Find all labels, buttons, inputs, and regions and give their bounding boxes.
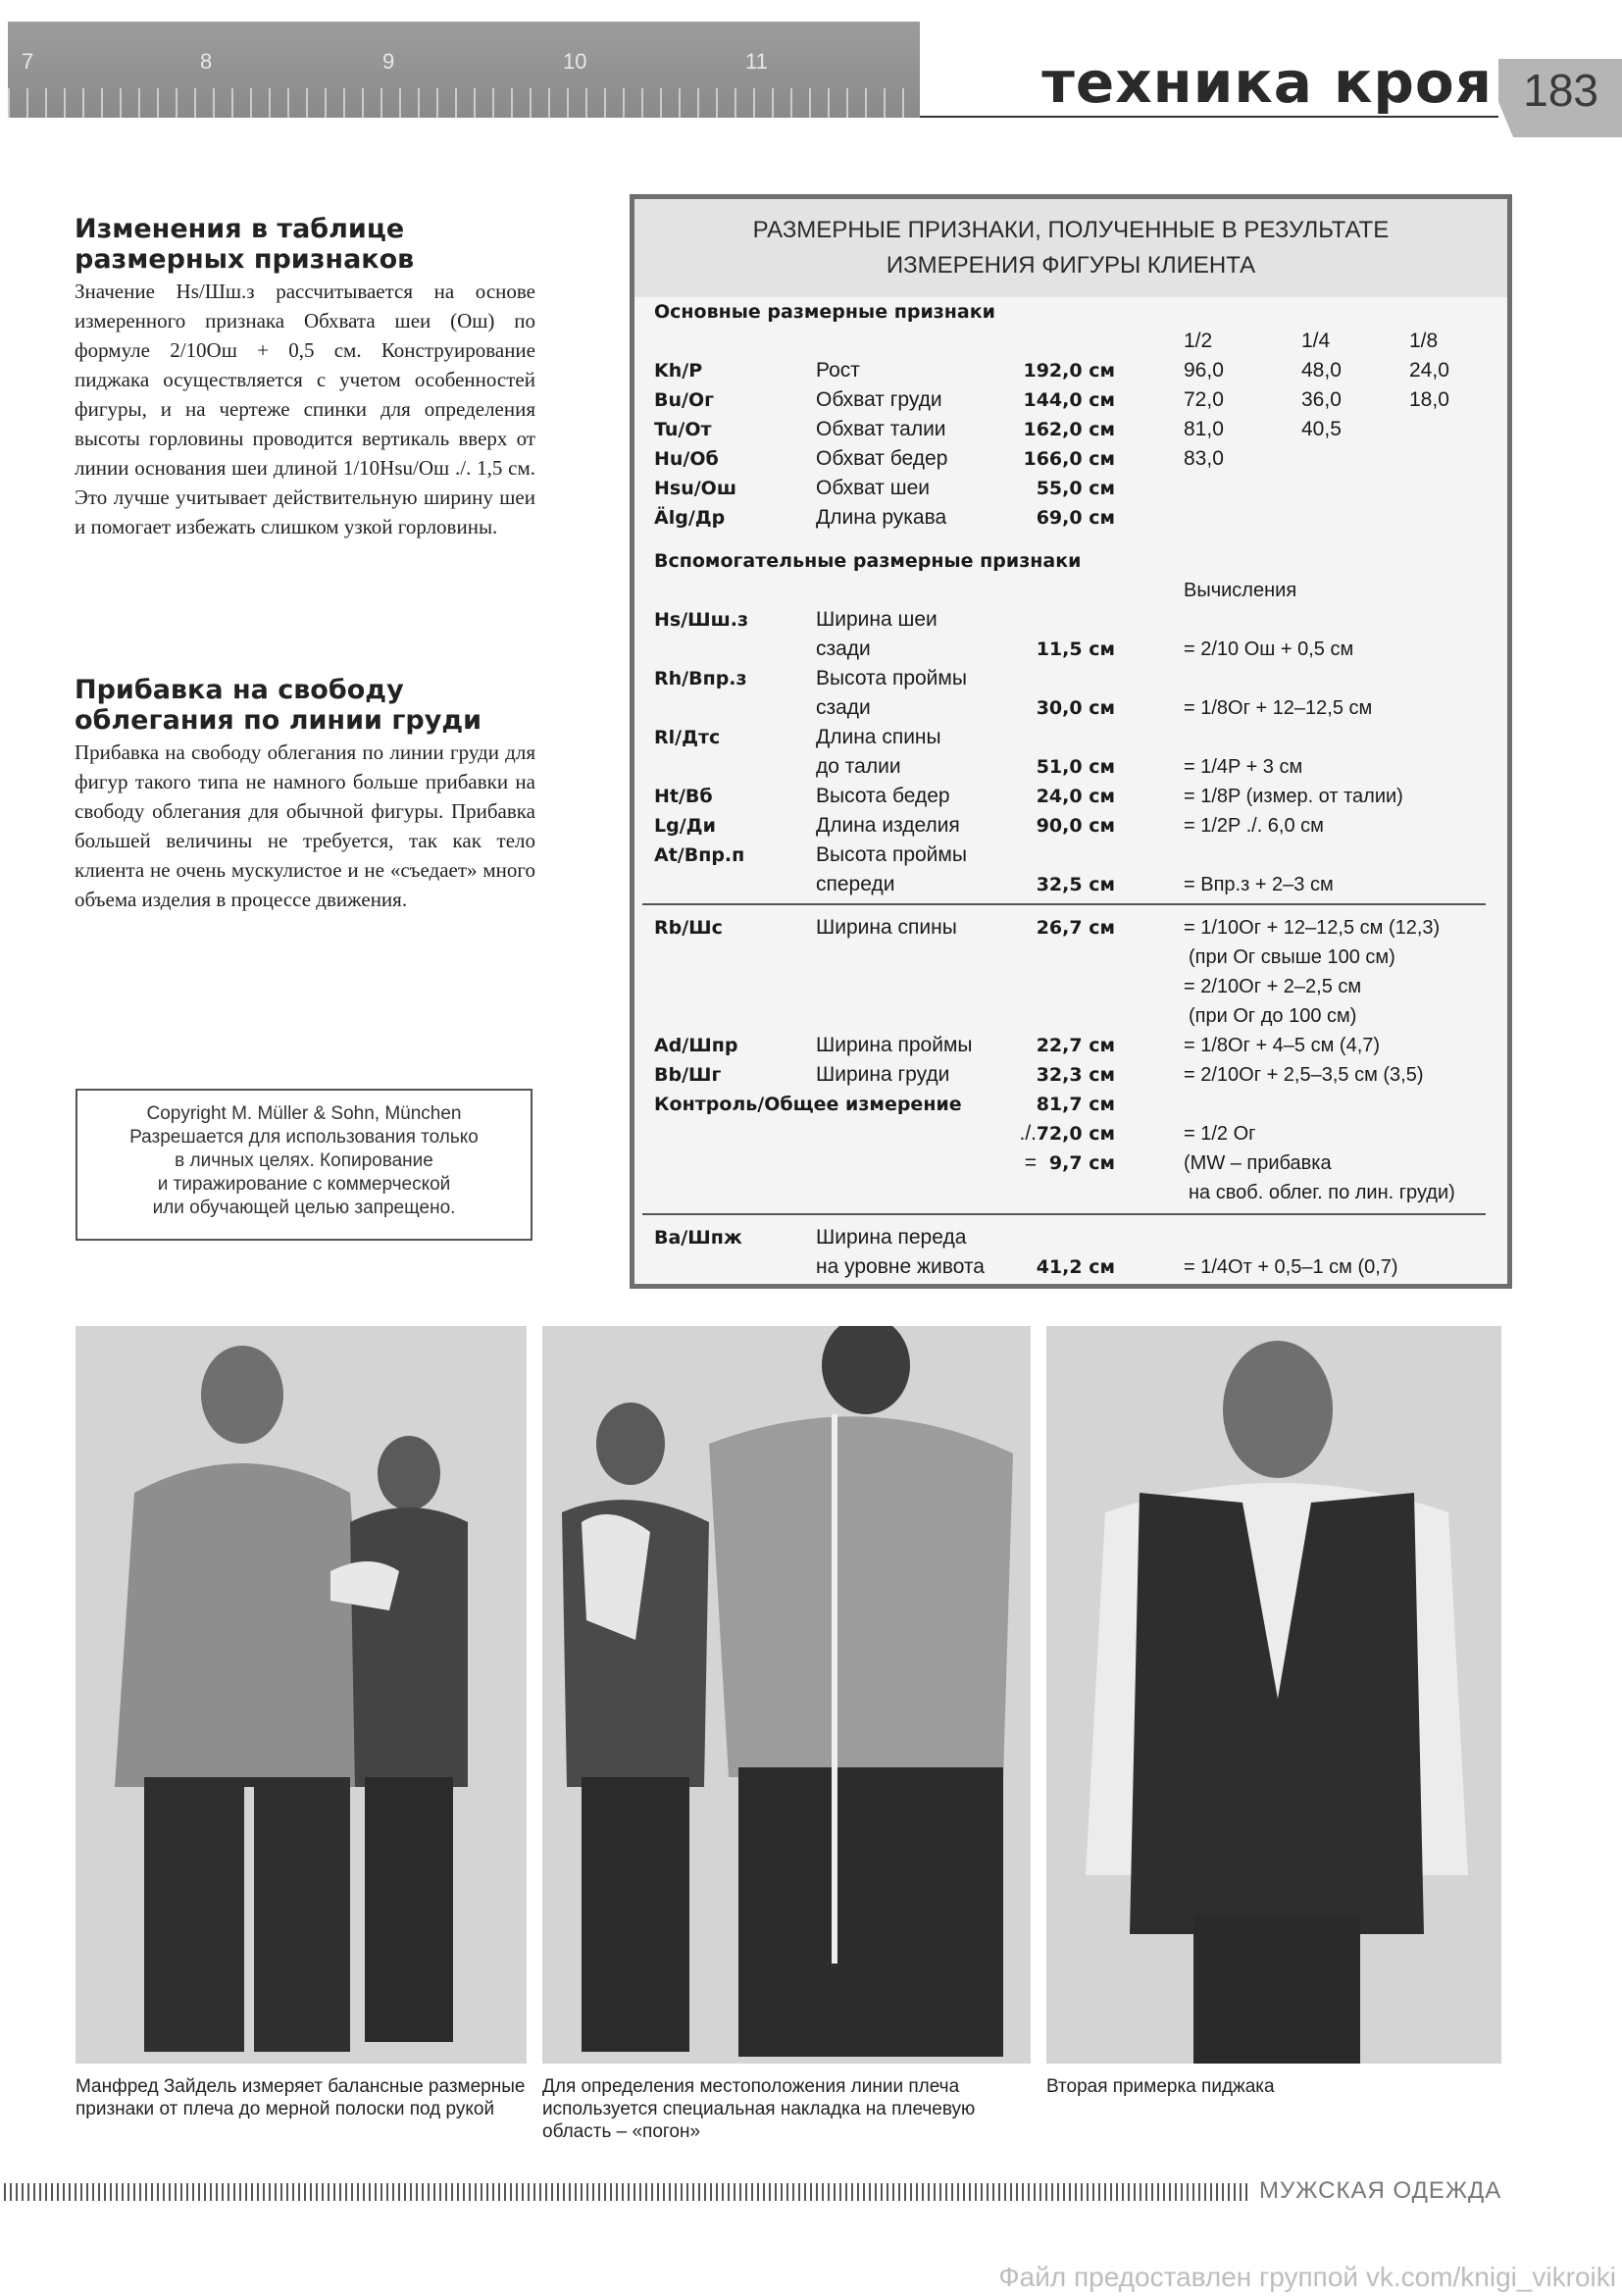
table-row: сзади 30,0 см = 1/8Ог + 12–12,5 см: [816, 696, 1373, 719]
ruler-number: 10: [563, 49, 587, 74]
photo-measuring-back: [542, 1326, 1031, 2064]
source-credit: Файл предоставлен группой vk.com/knigi_vikroiki: [998, 2262, 1616, 2292]
table-row: Rb/Шс Ширина спины 26,7 см = 1/10Ог + 12–12,5 см (12,3): [654, 916, 1441, 939]
footer-stripe: [4, 2183, 1249, 2201]
section-heading: Изменения в таблице размерных признаков: [75, 214, 415, 275]
table-row: Tu/От Обхват талии 162,0 см 81,0 40,5: [654, 418, 1342, 440]
table-row: Bu/Ог Обхват груди 144,0 см 72,0 36,0 18,0: [654, 388, 1449, 411]
table-row: Hu/Об Обхват бедер 166,0 см 83,0: [654, 447, 1224, 470]
table-row: = 9,7 см (MW – прибавка: [1024, 1151, 1332, 1174]
table-row: At/Впр.п Высота проймы: [654, 843, 967, 866]
table-divider: [642, 903, 1486, 905]
photo-caption: Манфред Зайдель измеряет балансные размерные признаки от плеча до мерной полоски под рукой: [76, 2076, 526, 2119]
table-row: Ad/Шпр Ширина проймы 22,7 см = 1/8Ог + 4–5 см (4,7): [654, 1034, 1381, 1056]
footer-section-label: МУЖСКАЯ ОДЕЖДА: [1259, 2177, 1502, 2204]
table-title: РАЗМЕРНЫЕ ПРИЗНАКИ, ПОЛУЧЕННЫЕ В РЕЗУЛЬТАТЕ ИЗМЕРЕНИЯ ФИГУРЫ КЛИЕНТА: [634, 199, 1507, 297]
section-title: техника кроя: [1041, 49, 1493, 116]
section-paragraph: Прибавка на свободу облегания по линии груди для фигур такого типа не намного больше прибавки на свободу облегания для обычной фигуры. Прибавка большей величины не требуется, так как тело клиента не очень мускулистое и не «съедает» много объема изделия в процессе движения.: [75, 740, 535, 911]
table-row: Hsu/Ош Обхват шеи 55,0 см: [654, 477, 1115, 499]
ruler-number: 8: [200, 49, 213, 74]
photo-measuring-front: [76, 1326, 527, 2064]
photo-second-fitting: [1046, 1326, 1501, 2064]
table-row: сзади 11,5 см = 2/10 Ош + 0,5 см: [816, 638, 1354, 660]
table-row: Ba/Шпж Ширина переда: [654, 1226, 967, 1249]
photo-caption: Вторая примерка пиджака: [1046, 2076, 1275, 2097]
copyright-notice: Copyright M. Müller & Sohn, München Разрешается для использования только в личных целях. Копирование и тиражирование с коммерческой или обучающей целью запрещено.: [76, 1089, 532, 1241]
aux-measurements-heading: Вспомогательные размерные признаки: [654, 550, 1082, 572]
table-divider: [642, 1213, 1486, 1215]
col-header-eighth: 1/8: [1409, 330, 1439, 352]
calc-heading: Вычисления: [1184, 580, 1297, 601]
section-size-table-changes: [75, 214, 535, 541]
ruler-number: 11: [745, 49, 768, 74]
page-number: 183: [1523, 65, 1598, 116]
photo-caption: Для определения местоположения линии плеча используется специальная накладка на плечевую область – «погон»: [542, 2076, 976, 2142]
header-rule: [920, 116, 1498, 118]
table-row: Bb/Шг Ширина груди 32,3 см = 2/10Ог + 2,5–3,5 см (3,5): [654, 1063, 1424, 1086]
table-row: Rl/Дтс Длина спины: [654, 726, 941, 748]
section-heading: Прибавка на свободу облегания по линии груди: [75, 675, 482, 736]
table-row: Älg/Др Длина рукава 69,0 см: [654, 506, 1115, 529]
ruler-number: 9: [382, 49, 395, 74]
main-measurements-heading: Основные размерные признаки: [654, 301, 995, 323]
table-row: на уровне живота 41,2 см = 1/4От + 0,5–1 см (0,7): [816, 1255, 1398, 1278]
table-row: Rh/Впр.з Высота проймы: [654, 667, 967, 689]
ruler-number: 7: [22, 49, 34, 74]
table-row: спереди 32,5 см = Впр.з + 2–3 см: [816, 873, 1334, 895]
table-row: до талии 51,0 см = 1/4P + 3 см: [816, 755, 1303, 778]
table-row: Lg/Ди Длина изделия 90,0 см = 1/2P ./. 6,0 см: [654, 814, 1324, 837]
section-chest-ease: [75, 675, 535, 914]
table-row: Hs/Шш.з Ширина шеи: [654, 608, 938, 631]
table-row: Ht/Вб Высота бедер 24,0 см = 1/8P (измер. от талии): [654, 785, 1403, 807]
table-row: ./. 72,0 см = 1/2 Ог: [1019, 1122, 1256, 1145]
section-paragraph: Значение Hs/Шш.з рассчитывается на основе измеренного признака Обхвата шеи (Ош) по формуле 2/10Ош + 0,5 см. Конструирование пиджака осуществляется с учетом особенностей фигуры, и на чертеже спинки для определения высоты горловины проводится вертикаль вверх от линии основания шеи длиной 1/10Hsu/Ош ./. 1,5 см. Это лучше учитывает действительную ширину шеи и помогает избежать слишком узкой горловины.: [75, 280, 535, 538]
measurement-table: РАЗМЕРНЫЕ ПРИЗНАКИ, ПОЛУЧЕННЫЕ В РЕЗУЛЬТАТЕ ИЗМЕРЕНИЯ ФИГУРЫ КЛИЕНТА Основные размерные признаки 1/2 1/4 1/8 Kh/P Рост 192,0 см 96,0 48,0 24,0 Bu/Ог Обхват груди 144,0 см 72,0 36,0 18,0 Tu/От Обхват талии 162,0 см 81,0 40,5 Hu/Об Обхват бедер 166,0 см 83,0 Hsu/Ош Обхват шеи 55,0 см Älg/Др Длина рукава 69,0 см Вспомогательные размерные признаки Вычисления Hs/Шш.з Ширина шеи сзади 11,5 см = 2/10 Ош + 0,5 см Rh/Впр.з Высота проймы сзади 30,0 см = 1/8Ог + 12–12,5 см Rl/Дтс Длина спины до талии 51,0 см = 1/4P + 3 см Ht/Вб Высота бедер 24,0 см = 1/8P (измер. от талии) Lg/Ди Длина изделия 90,0 см = 1/2P ./. 6,0 см At/Впр.п Высота проймы спереди 32,5 см = Впр.з + 2–3 см Rb/Шс Ширина спины 26,7 см = 1/10Ог + 12–12,5 см (12,3) (при Ог свыше 100 см) = 2/10Ог + 2–2,5 см (при Ог до 100 см) Ad/Шпр Ширина проймы 22,7 см = 1/8Ог + 4–5 см (4,7) Bb/Шг Ширина груди 32,3 см = 2/10Ог + 2,5–3,5 см (3,5) Контроль/Общее измерение 81,7 см ./. 72,0 см = 1/2 Ог = 9,7 см (MW – прибавка на своб. облег. по лин. груди) Ba/Шпж Ширина переда на уровне живота 41,2 см = 1/4От + 0,5–1 см (0,7): [630, 194, 1512, 1289]
table-row: Контроль/Общее измерение 81,7 см: [654, 1094, 1115, 1115]
ruler-strip: [8, 22, 920, 118]
col-header-quarter: 1/4: [1301, 330, 1331, 352]
table-row: Kh/P Рост 192,0 см 96,0 48,0 24,0: [654, 359, 1449, 382]
col-header-half: 1/2: [1184, 330, 1213, 352]
